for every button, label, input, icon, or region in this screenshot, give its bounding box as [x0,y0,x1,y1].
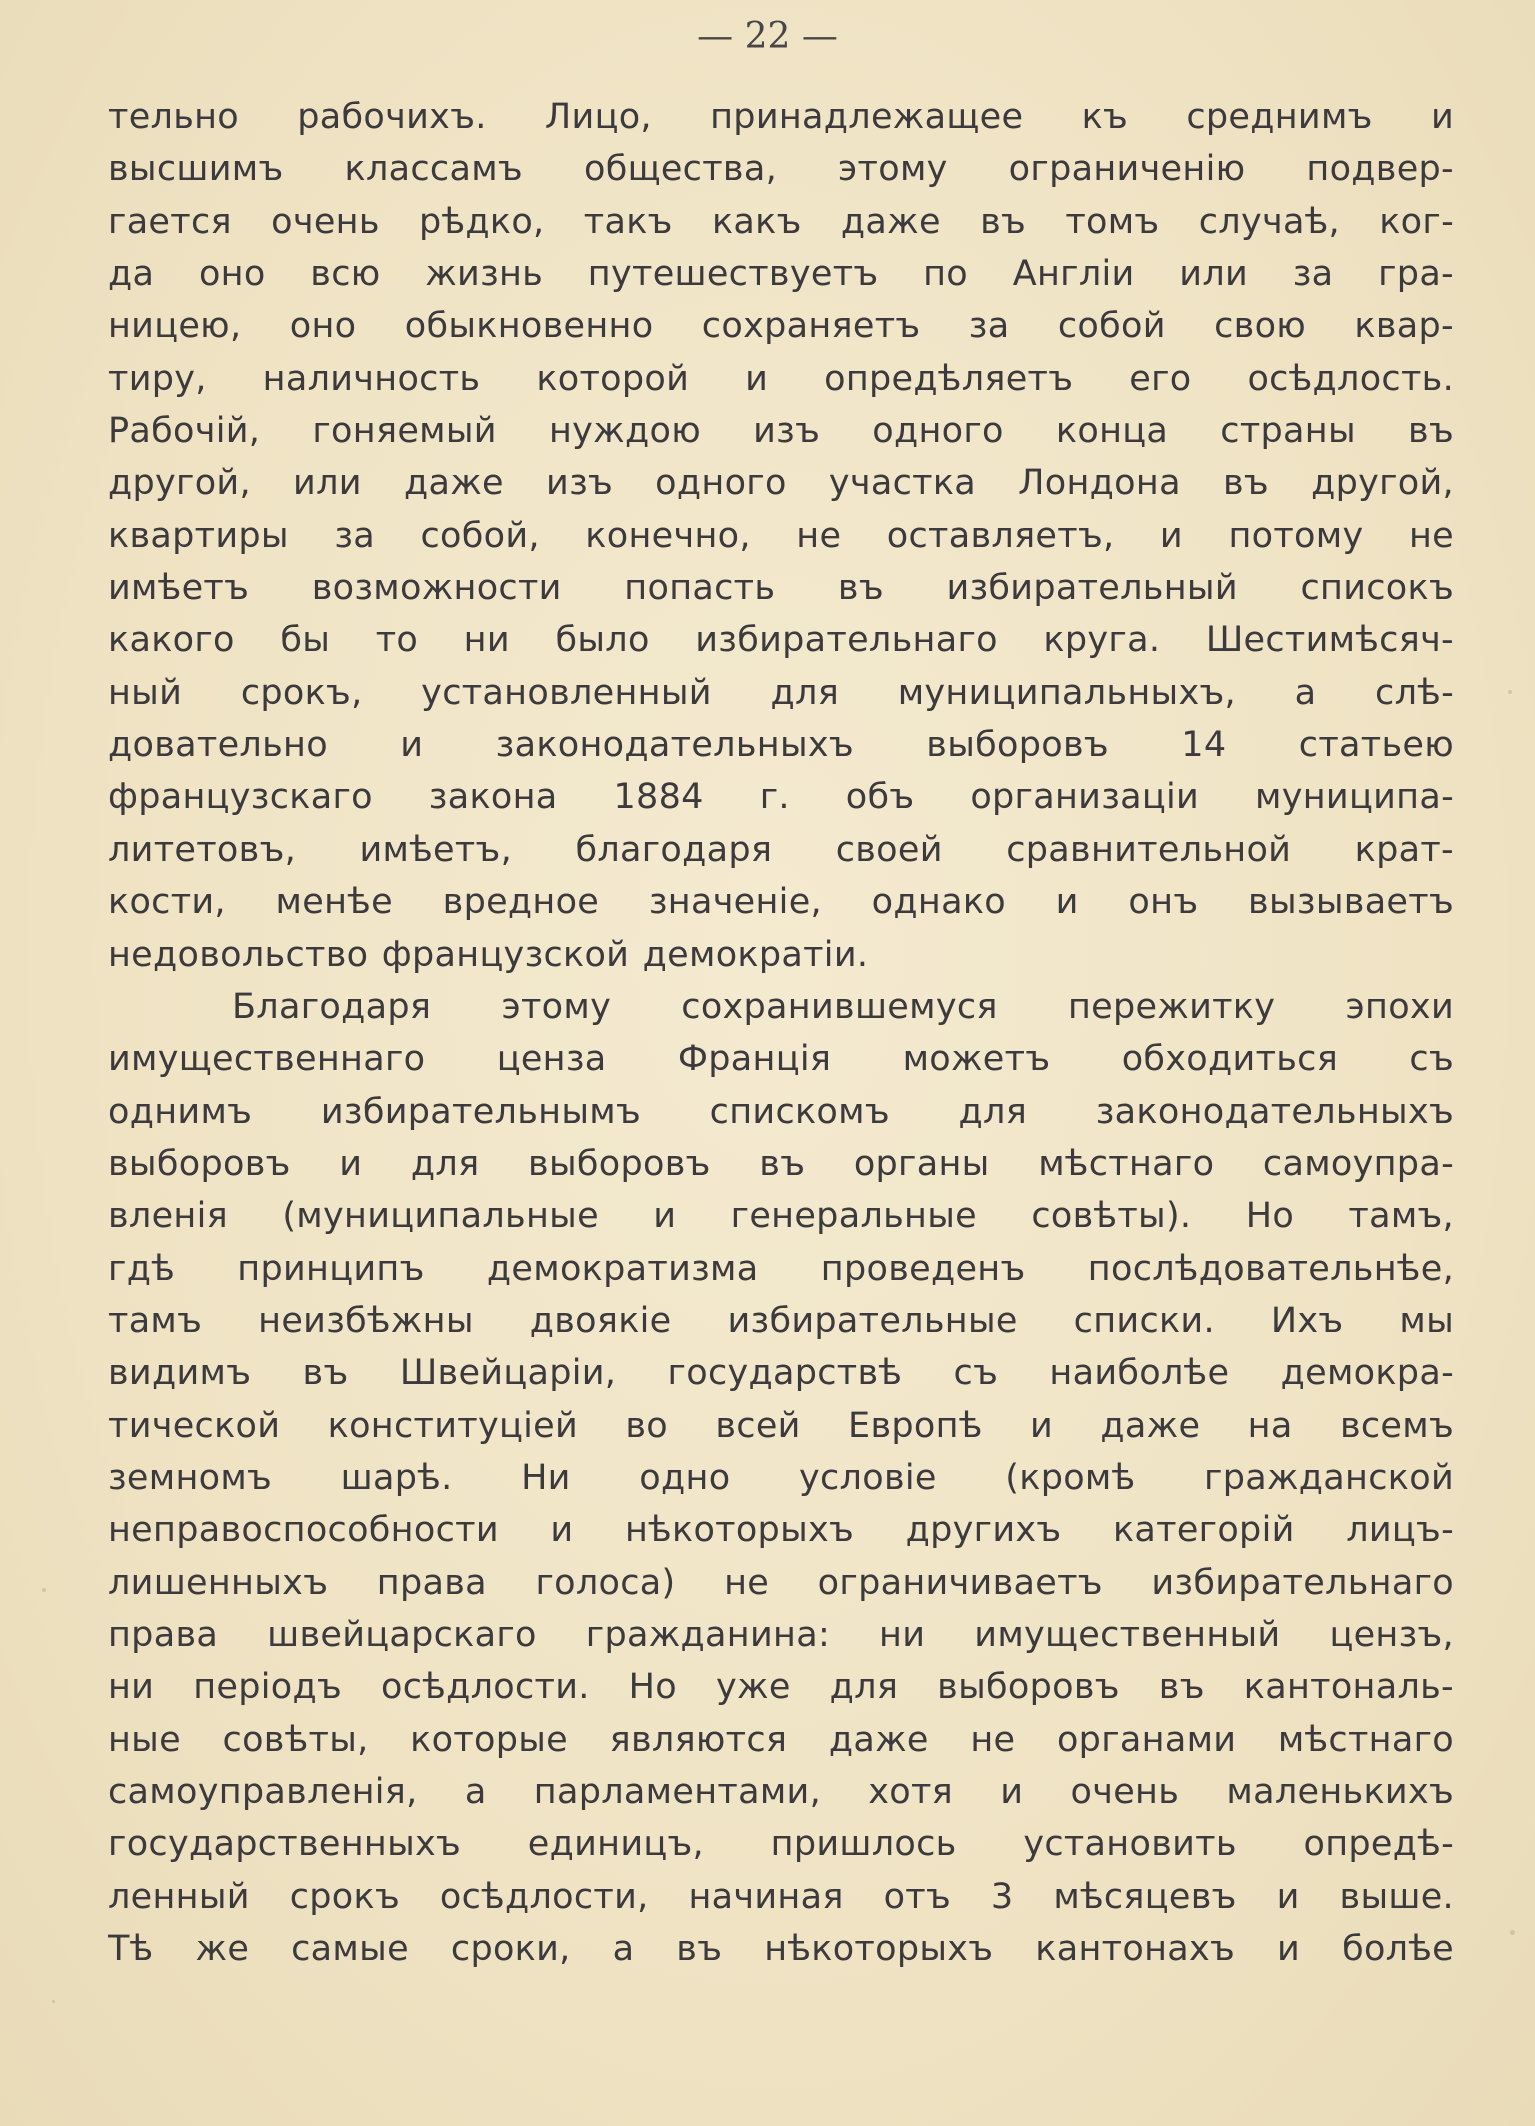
text-body [108,91,1454,1975]
text-line: да оно всю жизнь путешествуетъ по Англіи или за гра- [108,254,1454,295]
text-line: самоуправленія, а парламентами, хотя и очень маленькихъ [108,1772,1454,1812]
page-number: — 22 — [697,16,838,57]
paper-speck [52,2000,55,2003]
text-line: недовольство французской демократіи. [108,934,869,975]
text-line: высшимъ классамъ общества, этому ограниченію подвер- [108,149,1454,190]
text-line: квартиры за собой, конечно, не оставляетъ, и потому не [108,515,1454,556]
text-line: однимъ избирательнымъ спискомъ для законодательныхъ [108,1091,1454,1132]
text-line: права швейцарскаго гражданина: ни имущественный цензъ, [108,1614,1454,1655]
text-line: Тѣ же самые сроки, а въ нѣкоторыхъ кантонахъ и болѣе [108,1929,1454,1970]
paper-speck [1508,690,1512,694]
text-line: выборовъ и для выборовъ въ органы мѣстнаго самоупра- [108,1143,1454,1184]
text-line: тиру, наличность которой и опредѣляетъ его осѣдлость. [108,358,1454,399]
text-line: какого бы то ни было избирательнаго круга. Шестимѣсяч- [108,620,1454,661]
text-line: литетовъ, имѣетъ, благодаря своей сравнительной крат- [108,829,1454,870]
text-line: имущественнаго ценза Франція можетъ обходиться съ [108,1039,1454,1080]
text-line: ный срокъ, установленный для муниципальныхъ, а слѣ- [108,672,1454,713]
text-line: государственныхъ единицъ, пришлось установить опредѣ- [108,1824,1454,1865]
text-line: тельно рабочихъ. Лицо, принадлежащее къ среднимъ и [108,97,1454,137]
text-line: видимъ въ Швейцаріи, государствѣ съ наиболѣе демокра- [108,1353,1454,1394]
text-line: другой, или даже изъ одного участка Лондона въ другой, [108,463,1454,504]
text-line: ницею, оно обыкновенно сохраняетъ за собой свою квар- [108,306,1454,347]
paragraph-start-line: Благодаря этому сохранившемуся пережитку эпохи [232,986,1454,1027]
paper-speck [42,1588,46,1592]
text-line: гается очень рѣдко, такъ какъ даже въ томъ случаѣ, ког- [108,201,1454,242]
text-line: имѣетъ возможности попасть въ избирательный списокъ [108,568,1454,609]
text-line: гдѣ принципъ демократизма проведенъ послѣдовательнѣе, [108,1248,1454,1289]
text-line: земномъ шарѣ. Ни одно условіе (кромѣ гражданской [108,1457,1454,1498]
paper-speck [1510,1930,1515,1935]
text-line: тамъ неизбѣжны двоякіе избирательные списки. Ихъ мы [108,1300,1454,1341]
text-line: Рабочій, гоняемый нуждою изъ одного конца страны въ [108,411,1454,452]
text-line: вленія (муниципальные и генеральные совѣты). Но тамъ, [108,1196,1454,1237]
text-line: кости, менѣе вредное значеніе, однако и онъ вызываетъ [108,882,1454,923]
text-line: лишенныхъ права голоса) не ограничиваетъ избирательнаго [108,1562,1454,1603]
text-line: ленный срокъ осѣдлости, начиная отъ 3 мѣсяцевъ и выше. [108,1876,1454,1917]
text-line: довательно и законодательныхъ выборовъ 14 статьею [108,725,1454,766]
text-line: тической конституціей во всей Европѣ и даже на всемъ [108,1405,1454,1446]
text-line: французскаго закона 1884 г. объ организаціи муниципа- [108,777,1454,818]
text-line: ные совѣты, которые являются даже не органами мѣстнаго [108,1719,1454,1760]
text-line: ни періодъ осѣдлости. Но уже для выборовъ въ кантональ- [108,1667,1454,1708]
text-line: неправоспособности и нѣкоторыхъ другихъ категорій лицъ- [108,1510,1454,1551]
